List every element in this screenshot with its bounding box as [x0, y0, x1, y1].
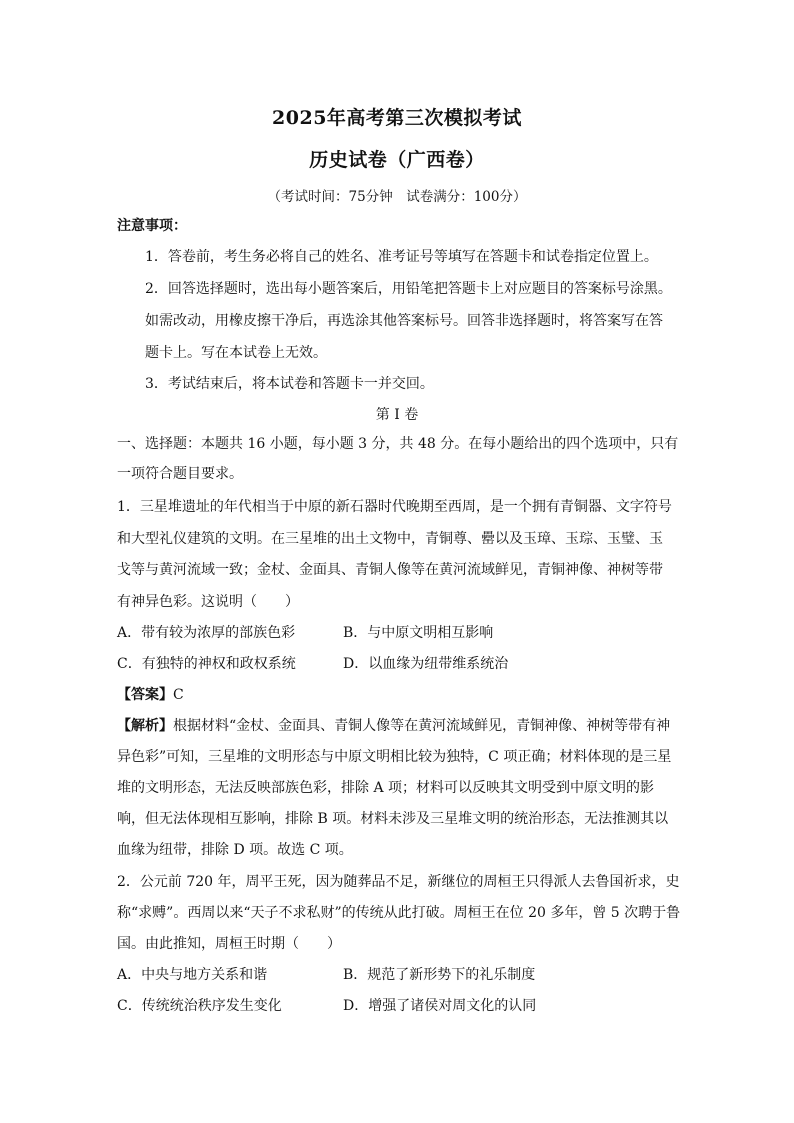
notice-heading: 注意事项：: [117, 218, 187, 234]
answer-value: C: [173, 687, 184, 703]
q1-analysis-line: 堆的文明形态，无法反映部族色彩，排除 A 项；材料可以反映其文明受到中原文明的影: [117, 780, 655, 796]
q1-stem-line: 有神异色彩。这说明（ ）: [117, 594, 299, 610]
q1-stem-line: 1．三星堆遗址的年代相当于中原的新石器时代晚期至西周，是一个拥有青铜器、文字符号: [117, 499, 672, 515]
q1-option-a: A．带有较为浓厚的部族色彩: [117, 625, 296, 641]
q1-analysis-line: 血缘为纽带，排除 D 项。故选 C 项。: [117, 842, 353, 858]
volume-heading: 第 I 卷: [375, 407, 419, 423]
q1-stem-line: 戈等与黄河流域一致；金杖、金面具、青铜人像等在黄河流域鲜见，青铜神像、神树等带: [117, 562, 663, 578]
notice-line: 如需改动，用橡皮擦干净后，再选涂其他答案标号。回答非选择题时，将答案写在答: [145, 313, 663, 329]
q2-option-c: C．传统统治秩序发生变化: [117, 998, 282, 1014]
q1-stem-line: 和大型礼仪建筑的文明。在三星堆的出土文物中，青铜尊、罍以及玉璋、玉琮、玉璧、玉: [117, 531, 663, 547]
notice-line: 题卡上。写在本试卷上无效。: [145, 345, 327, 361]
q1-answer: [117, 685, 184, 705]
q2-stem-line: 2．公元前 720 年，周平王死，因为随葬品不足，新继位的周桓王只得派人去鲁国祈求，史: [117, 874, 680, 890]
section-intro: 一项符合题目要求。: [117, 466, 243, 482]
q2-option-a: A．中央与地方关系和谐: [117, 967, 268, 983]
q2-option-d: D．增强了诸侯对周文化的认同: [343, 998, 537, 1014]
section-intro: 一、选择题：本题共 16 小题，每小题 3 分，共 48 分。在每小题给出的四个选项中，只有: [117, 436, 679, 452]
analysis-text: 根据材料“金杖、金面具、青铜人像等在黄河流域鲜见，青铜神像、神树等带有神: [173, 718, 671, 734]
exam-info: （考试时间：75分钟 试卷满分：100分）: [267, 189, 527, 205]
q1-option-d: D．以血缘为纽带维系统治: [343, 656, 509, 672]
q1-analysis-line: [117, 716, 670, 736]
q2-option-b: B．规范了新形势下的礼乐制度: [343, 967, 536, 983]
answer-label: 【答案】: [117, 687, 173, 703]
exam-subtitle: 历史试卷（广西卷）: [309, 149, 485, 171]
notice-line: 2．回答选择题时，选出每小题答案后，用铅笔把答题卡上对应题目的答案标号涂黑。: [145, 281, 672, 297]
exam-title: 2025年高考第三次模拟考试: [272, 107, 522, 129]
q2-stem-line: 称“求赙”。西周以来“天子不求私财”的传统从此打破。周桓王在位 20 多年，曾 5 次聘于鲁: [117, 905, 681, 921]
q1-analysis-line: 响，但无法体现相互影响，排除 B 项。材料未涉及三星堆文明的统治形态，无法推测其以: [117, 811, 669, 827]
notice-line: 3．考试结束后，将本试卷和答题卡一并交回。: [145, 376, 434, 392]
q1-analysis-line: 异色彩”可知，三星堆的文明形态与中原文明相比较为独特，C 项正确；材料体现的是三星: [117, 749, 672, 765]
q2-stem-line: 国。由此推知，周桓王时期（ ）: [117, 936, 341, 952]
q1-option-c: C．有独特的神权和政权系统: [117, 656, 296, 672]
analysis-label: 【解析】: [117, 718, 173, 734]
notice-line: 1．答卷前，考生务必将自己的姓名、准考证号等填写在答题卡和试卷指定位置上。: [145, 249, 658, 265]
q1-option-b: B．与中原文明相互影响: [343, 625, 494, 641]
